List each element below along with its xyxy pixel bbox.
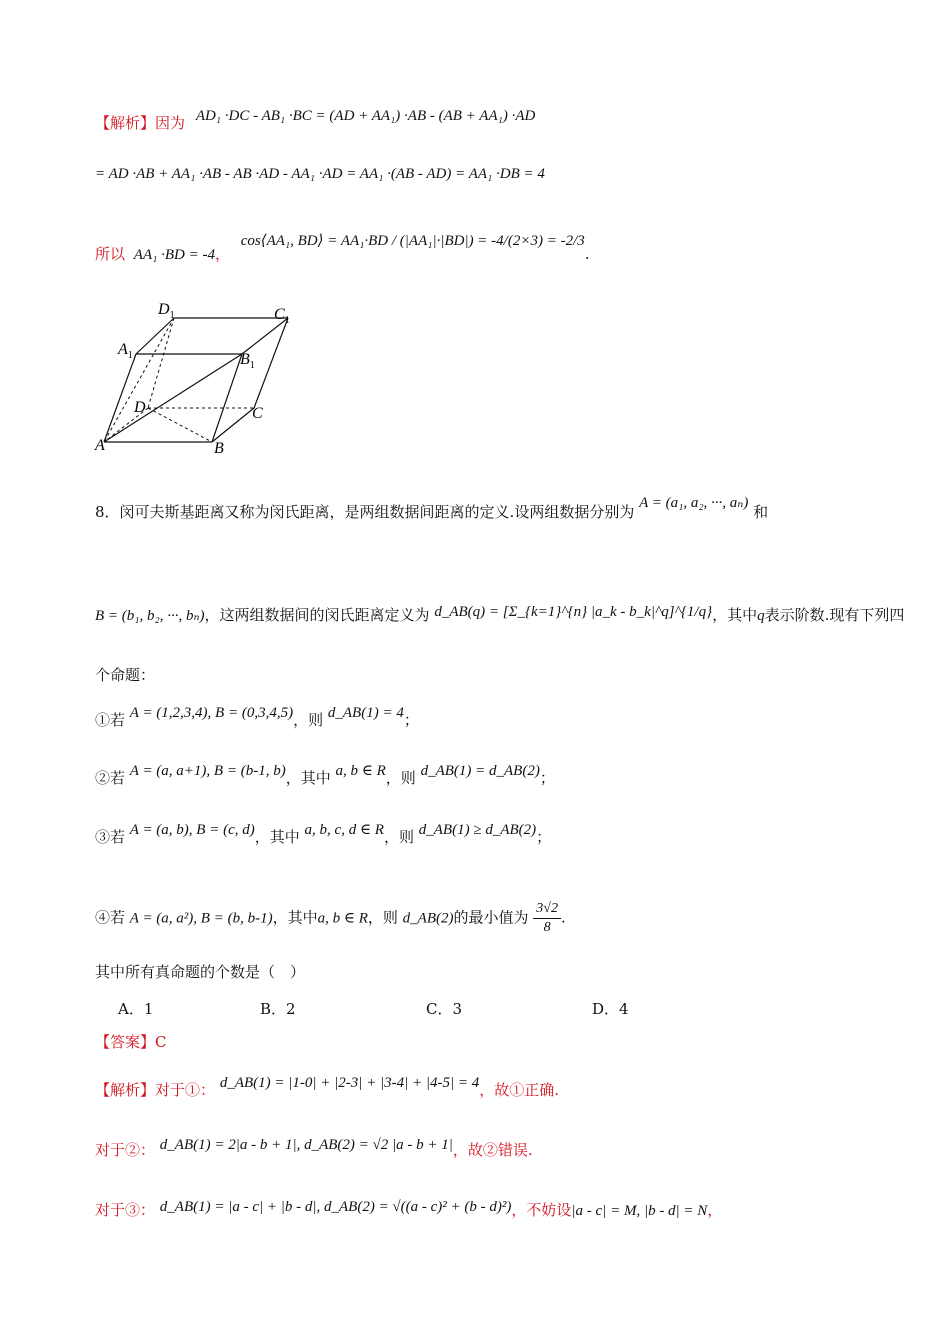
label-d: D (134, 399, 146, 416)
problem8-line-2 (95, 605, 904, 626)
p1-end: ； (403, 711, 419, 729)
question-text: 其中所有真命题的个数是（ ） (95, 963, 306, 981)
p4-numerator: 3√2 (533, 900, 561, 919)
p4-denominator: 8 (543, 920, 551, 935)
vector-identity-1: AD₁ ·DC - AB₁ ·BC = (AD + AA₁) ·AB - (AB + AA₁) ·AD (195, 108, 536, 124)
p4-then: ，则 (367, 908, 398, 927)
case-3-substitution: |a - c| = M, |b - d| = N (571, 1203, 708, 1219)
analysis2-line-2 (95, 1137, 533, 1161)
label-c: C (252, 405, 263, 422)
q-symbol: q (757, 608, 765, 624)
case-1-result: ，故①正确. (479, 1081, 559, 1099)
p4-result: d_AB(2) (402, 910, 454, 927)
p4-prefix: ④若 (95, 908, 126, 927)
period: . (584, 245, 590, 263)
analysis2-line-3 (95, 1200, 722, 1221)
label-c1: $C_1$ (274, 306, 290, 326)
hidden-diagonal-ad1 (104, 318, 174, 442)
hidden-diagonal-db (148, 408, 212, 442)
cosine-formula: cos⟨AA₁, BD⟩ = AA₁·BD / (|AA₁|·|BD|) = -4/(2×3) = -2/3 (240, 233, 585, 249)
and-text: 和 (753, 503, 769, 521)
p3-where: ，其中 (254, 828, 300, 846)
option-b[interactable]: B．2 (260, 1000, 296, 1018)
analysis2-label: 【解析】 (95, 1081, 156, 1099)
case-3-end: ， (707, 1201, 723, 1219)
case-3-assume: ，不妨设 (511, 1201, 572, 1219)
label-a1: $A_1$ (118, 341, 133, 361)
p1-sets: A = (1,2,3,4), B = (0,3,4,5) (129, 705, 294, 721)
problem-text-e: 个命题： (95, 666, 156, 684)
problem8-line-1 (95, 495, 769, 523)
p2-sets: A = (a, a+1), B = (b-1, b) (129, 763, 286, 779)
case-3-math: d_AB(1) = |a - c| + |b - d|, d_AB(2) = √((a - c)² + (b - d)²) (159, 1199, 512, 1215)
vector-identity-2: = AD ·AB + AA₁ ·AB - AB ·AD - AA₁ ·AD = AA₁ ·(AB - AD) = AA₁ ·DB = 4 (95, 166, 545, 182)
analysis-line-3 (95, 233, 590, 265)
answer-value: C (155, 1033, 167, 1051)
proposition-1 (95, 705, 419, 731)
case-1-math: d_AB(1) = |1-0| + |2-3| + |3-4| + |4-5| = 4 (219, 1075, 480, 1091)
edge-b1b (212, 354, 242, 442)
label-d1: $D_1$ (158, 301, 175, 321)
minkowski-definition: d_AB(q) = [Σ_{k=1}^{n} |a_k - b_k|^q]^{1/q} (434, 604, 713, 620)
p2-result: d_AB(1) = d_AB(2) (420, 763, 540, 779)
p3-prefix: ③若 (95, 828, 126, 846)
proposition-4 (95, 900, 566, 937)
p4-sets: A = (a, a²), B = (b, b-1) (129, 910, 273, 927)
so-text: 所以 (95, 245, 126, 263)
p4-min-text: 的最小值为 (453, 908, 529, 927)
option-d[interactable]: D．4 (592, 1000, 629, 1018)
diagonal-ab1 (104, 354, 242, 442)
problem-number: 8． (95, 503, 120, 521)
problem-text-a: 闵可夫斯基距离又称为闵氏距离，是两组数据间距离的定义.设两组数据分别为 (119, 503, 635, 521)
p3-sets: A = (a, b), B = (c, d) (129, 822, 255, 838)
problem8-line-3 (95, 665, 155, 685)
p2-condition: a, b ∈ R (335, 763, 386, 779)
p3-result: d_AB(1) ≥ d_AB(2) (418, 822, 537, 838)
p2-where: ，其中 (285, 769, 331, 787)
case-2-math: d_AB(1) = 2|a - b + 1|, d_AB(2) = √2 |a - b + 1| (159, 1137, 453, 1153)
analysis-line-2 (95, 163, 545, 184)
analysis-label: 【解析】 (95, 114, 156, 132)
comma: ， (214, 245, 230, 263)
label-b: B (214, 440, 224, 457)
case-2-result: ，故②错误. (452, 1141, 533, 1159)
p3-condition: a, b, c, d ∈ R (304, 822, 384, 838)
for-3: 对于③： (95, 1201, 156, 1219)
p2-end: ； (539, 769, 555, 787)
p3-then: ，则 (383, 828, 414, 846)
analysis-intro: 因为 (155, 114, 186, 132)
option-a[interactable]: A．1 (118, 1000, 154, 1018)
p1-prefix: ①若 (95, 711, 126, 729)
p1-then: ，则 (293, 711, 324, 729)
proposition-2 (95, 763, 555, 789)
p4-end: . (560, 908, 566, 927)
analysis-line-1 (95, 108, 536, 134)
p4-where: ，其中 (272, 908, 318, 927)
p1-result: d_AB(1) = 4 (327, 705, 404, 721)
analysis2-line-1 (95, 1075, 559, 1101)
p2-prefix: ②若 (95, 769, 126, 787)
problem-text-d: 表示阶数.现有下列四 (764, 606, 905, 624)
for-1: 对于①： (155, 1081, 216, 1099)
proposition-3 (95, 822, 552, 848)
option-c[interactable]: C．3 (426, 1000, 463, 1018)
set-b: B = (b₁, b₂, ···, bₙ) (95, 608, 205, 624)
problem-text-b: ，这两组数据间的闵氏距离定义为 (204, 606, 430, 624)
for-2: 对于②： (95, 1141, 156, 1159)
set-a: A = (a₁, a₂, ···, aₙ) (639, 495, 749, 511)
p3-end: ； (536, 828, 552, 846)
answer-line (95, 1032, 167, 1052)
p2-then: ，则 (385, 769, 416, 787)
answer-label: 【答案】 (95, 1033, 156, 1051)
hidden-edge-d1d (148, 318, 174, 408)
problem-text-c: ，其中 (712, 606, 758, 624)
p4-fraction (533, 900, 561, 937)
label-a: A (95, 437, 105, 454)
dot-product-result: AA₁ ·BD = -4 (133, 247, 215, 263)
p4-condition: a, b ∈ R (317, 910, 368, 927)
label-b1: $B_1$ (240, 351, 255, 371)
parallelepiped-figure (92, 296, 312, 466)
edge-a1a (104, 354, 136, 442)
question-line (95, 962, 305, 982)
